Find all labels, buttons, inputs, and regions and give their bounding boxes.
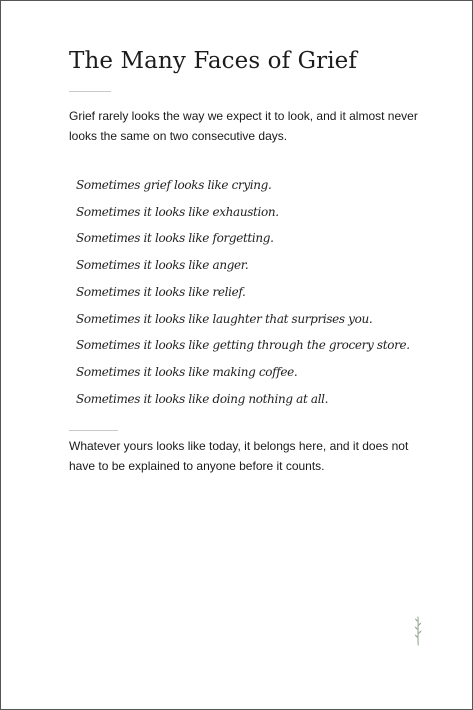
list-item: Sometimes grief looks like crying. <box>76 178 272 192</box>
page-title: The Many Faces of Grief <box>69 48 357 74</box>
list-item: Sometimes it looks like getting through the grocery store. <box>76 338 410 353</box>
list-item: Sometimes it looks like forgetting. <box>76 231 274 246</box>
sprig-icon <box>411 615 425 647</box>
intro-paragraph: Grief rarely looks the way we expect it to look, and it almost never looks the same on two consecutive days. <box>69 109 418 143</box>
list-item: Sometimes it looks like exhaustion. <box>76 204 279 219</box>
list-item: Sometimes it looks like relief. <box>76 284 246 299</box>
grief-lines-list <box>69 172 431 412</box>
list-item: Sometimes it looks like anger. <box>76 258 249 273</box>
closing-divider <box>69 430 118 431</box>
list-item: Sometimes it looks like making coffee. <box>76 364 298 379</box>
list-item: Sometimes it looks like doing nothing at all. <box>76 391 329 406</box>
list-item: Sometimes it looks like laughter that surprises you. <box>76 311 373 326</box>
title-divider <box>69 91 111 92</box>
closing-paragraph: Whatever yours looks like today, it belongs here, and it does not have to be explained to anyone before it counts. <box>69 439 409 473</box>
document-body <box>69 45 431 476</box>
